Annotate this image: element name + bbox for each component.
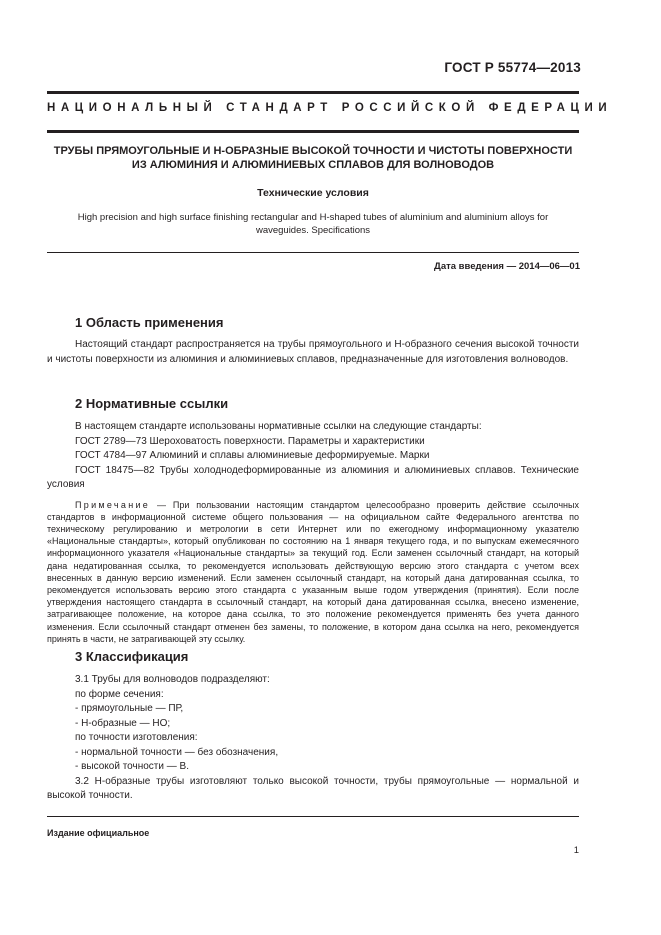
reference-item: ГОСТ 18475—82 Трубы холоднодеформированные из алюминия и алюминиевых сплавов. Технические условия — [47, 464, 579, 490]
document-subtitle: Технические условия — [257, 187, 369, 199]
english-title-line-1: High precision and high surface finishing rectangular and H-shaped tubes of aluminium and aluminium alloys for — [77, 212, 549, 223]
section-3-heading: 3 Классификация — [75, 649, 189, 664]
section-2-heading: 2 Нормативные ссылки — [75, 396, 229, 411]
reference-item: ГОСТ 2789—73 Шероховатость поверхности. Параметры и характеристики — [75, 435, 425, 447]
banner-rule — [47, 130, 579, 133]
note-label: Примечание — [75, 499, 151, 510]
footer-rule — [47, 816, 579, 817]
english-title-line-2: waveguides. Specifications — [255, 225, 371, 236]
national-standard-banner: НАЦИОНАЛЬНЫЙ СТАНДАРТ РОССИЙСКОЙ ФЕДЕРАЦИИ — [47, 102, 613, 114]
references-note — [47, 499, 579, 645]
section-2-body — [47, 420, 579, 645]
document-title — [47, 145, 579, 172]
official-edition-label: Издание официальное — [47, 828, 150, 838]
page-number: 1 — [573, 845, 579, 856]
reference-item: ГОСТ 4784—97 Алюминий и сплавы алюминиевые деформируемые. Марки — [75, 450, 430, 461]
title-rule — [47, 252, 579, 253]
classification-line: - нормальной точности — без обозначения, — [75, 746, 279, 758]
classification-line: - Н-образные — НО; — [75, 717, 171, 729]
classification-line: по форме сечения: — [75, 688, 164, 700]
classification-line: по точности изготовления: — [75, 732, 198, 743]
english-title — [60, 211, 566, 237]
top-rule — [47, 91, 579, 94]
title-line-2: ИЗ АЛЮМИНИЯ И АЛЮМИНИЕВЫХ СПЛАВОВ ДЛЯ ВОЛНОВОДОВ — [131, 158, 495, 171]
document-number: ГОСТ Р 55774—2013 — [444, 60, 581, 75]
introduction-date: Дата введения — 2014—06—01 — [434, 261, 580, 272]
section-1-heading: 1 Область применения — [75, 315, 224, 330]
note-text: — При пользовании настоящим стандартом целесообразно проверить действие ссылочных стандартов в информационной системе общего пользования — на официальном сайте Федерального агентства по техническому регулированию и метрологии в сети Интернет или по ежегодному информационному указателю «Национальные стандарты», который опубликован по состоянию на 1 января текущего года, и по выпускам ежемесячного информационного указателя «Национальные стандарты» за текущий год. Если заменен ссылочный стандарт, на который дана недатированная ссылка, то рекомендуется использовать действующую версию этого стандарта с учетом всех внесенных в данную версию изменений. Если заменен ссылочный стандарт, на который дана датированная ссылка, то рекомендуется использовать версию этого стандарта с указанным выше годом утверждения (принятия). Если после утверждения настоящего стандарта в ссылочный стандарт, на который дана датированная ссылка, внесено изменение, затрагивающее положение, на которое дана ссылка, то это положение рекомендуется применять без учета данного изменения. Если ссылочный стандарт отменен без замены, то положение, в котором дана ссылка на него, рекомендуется принять в части, не затрагивающей эту ссылку. — [47, 499, 579, 644]
classification-line: 3.1 Трубы для волноводов подразделяют: — [75, 674, 270, 685]
section-1-paragraph: Настоящий стандарт распространяется на трубы прямоугольного и Н-образного сечения высокой точности и чистоты поверхности из алюминия и алюминиевых сплавов, предназначенные для изготовления волноводов. — [47, 339, 579, 365]
references-intro: В настоящем стандарте использованы нормативные ссылки на следующие стандарты: — [75, 421, 482, 432]
title-line-1: ТРУБЫ ПРЯМОУГОЛЬНЫЕ И Н-ОБРАЗНЫЕ ВЫСОКОЙ ТОЧНОСТИ И ЧИСТОТЫ ПОВЕРХНОСТИ — [53, 145, 573, 157]
classification-line: - высокой точности — В. — [75, 761, 189, 772]
classification-line: - прямоугольные — ПР, — [75, 703, 184, 714]
section-3-body — [47, 673, 579, 804]
clause-3-2: 3.2 Н-образные трубы изготовляют только высокой точности, трубы прямоугольные — нормальной и высокой точности. — [47, 775, 579, 801]
